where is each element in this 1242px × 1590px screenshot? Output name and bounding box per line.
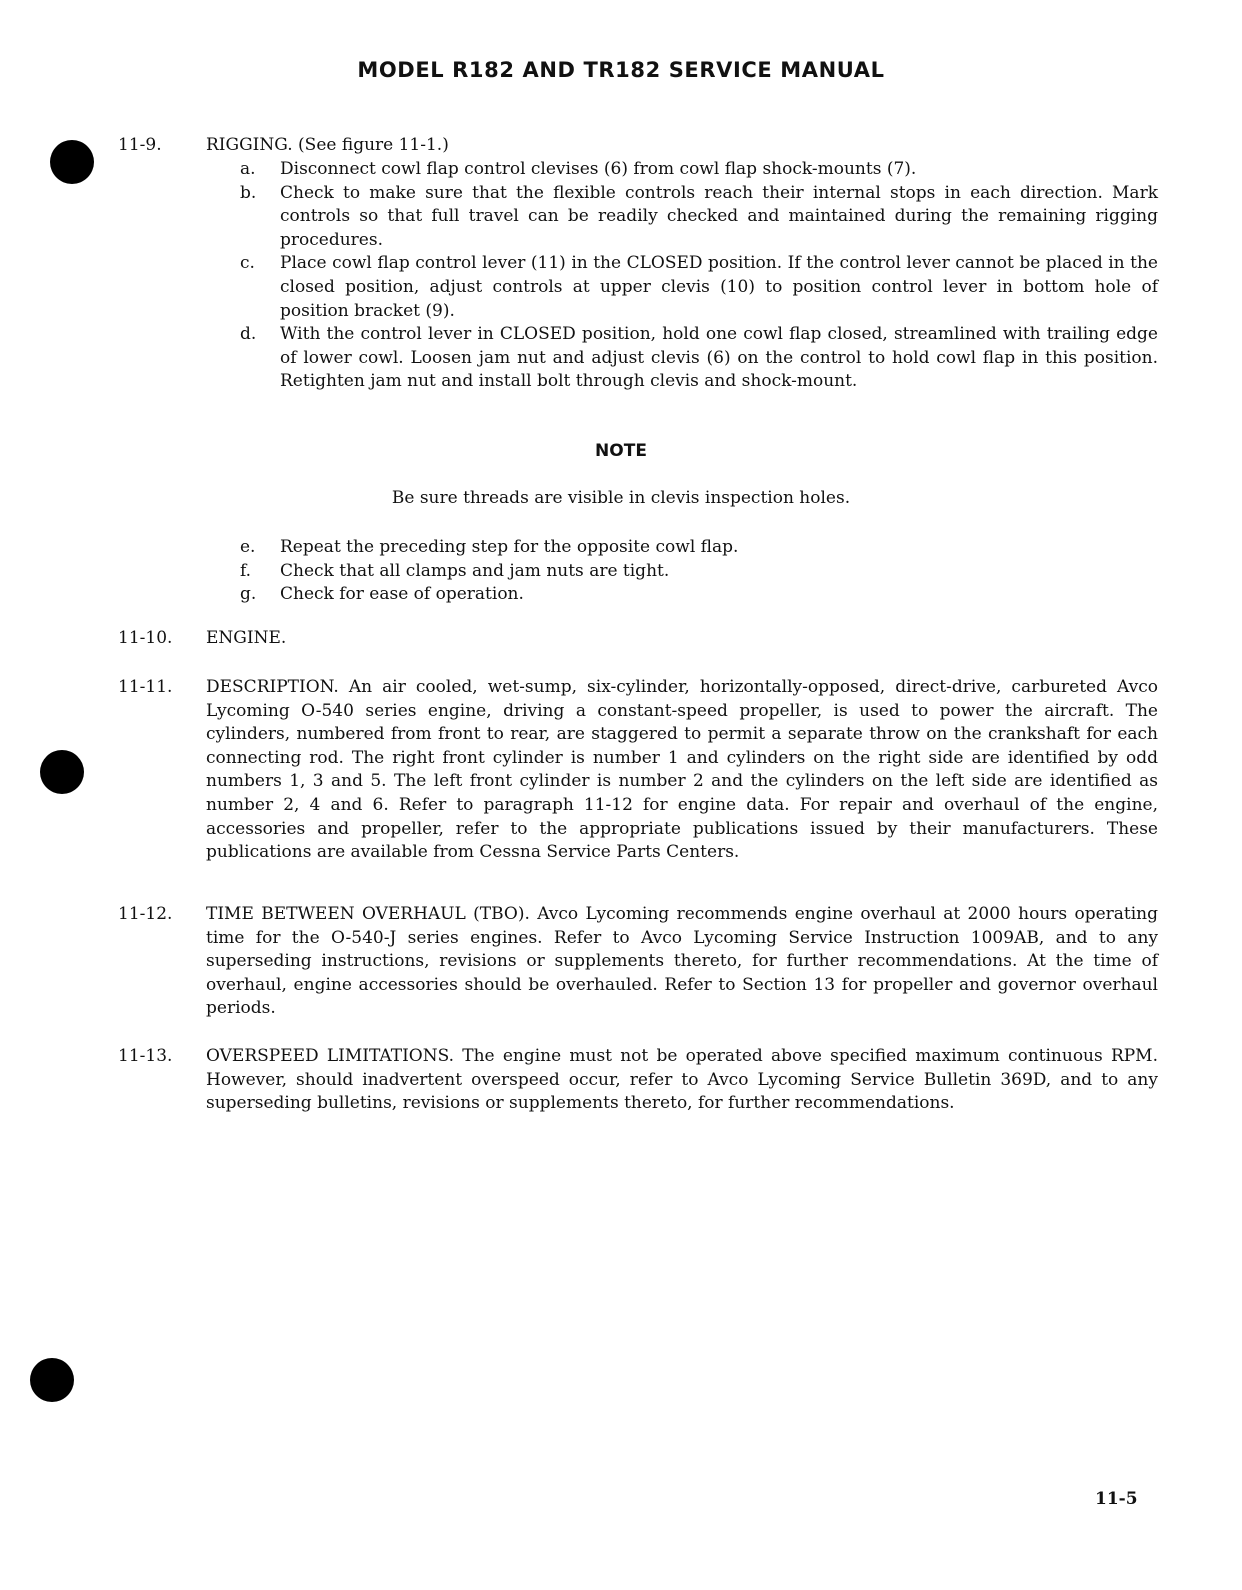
step-text: Repeat the preceding step for the opposite cowl flap. — [280, 537, 739, 557]
step-letter: g. — [240, 584, 257, 605]
paragraph-text: DESCRIPTION. An air cooled, wet-sump, six-cylinder, horizontally-opposed, direct-drive, carbureted Avco Lycoming O-540 series engine, driving a constant-speed propeller, is used to power the aircraft. The cylinders, numbered from front to rear, are staggered to permit a separate throw on the crankshaft for each connecting rod. The right front cylinder is number 1 and cylinders on the right side are identified by odd numbers 1, 3 and 5. The left front cylinder is number 2 and the cylinders on the left side are identified as number 2, 4 and 6. Refer to paragraph 11-12 for engine data. For repair and overhaul of the engine, accessories and propeller, refer to the appropriate publications issued by their manufacturers. These publications are available from Cessna Service Parts Centers. — [206, 677, 1158, 863]
paragraph-engine — [118, 627, 1158, 651]
step-text: Check to make sure that the flexible controls reach their internal stops in each direction. Mark controls so that full travel can be readily checked and maintained during the remaining rigging procedures. — [280, 182, 1158, 250]
paragraph-rigging — [118, 134, 1158, 158]
paragraph-number: 11-11. — [118, 677, 173, 697]
step-text: With the control lever in CLOSED position, hold one cowl flap closed, streamlined with trailing edge of lower cowl. Loosen jam nut and adjust clevis (6) on the control to hold cowl flap in this position. Retighten jam nut and install bolt through clevis and shock-mount. — [280, 324, 1158, 392]
step-letter: c. — [240, 253, 255, 274]
step-text: Check that all clamps and jam nuts are tight. — [280, 560, 670, 581]
step-letter: f. — [240, 560, 252, 581]
step-item — [240, 560, 1158, 584]
paragraph-text: TIME BETWEEN OVERHAUL (TBO). Avco Lycoming recommends engine overhaul at 2000 hours operating time for the O-540-J series engines. Refer to Avco Lycoming Service Instruction 1009AB, and to any superseding instructions, revisions or supplements thereto, for further recommendations. At the time of overhaul, engine accessories should be overhauled. Refer to Section 13 for propeller and governor overhaul periods. — [206, 904, 1158, 1019]
paragraph-title: RIGGING. (See figure 11-1.) — [206, 135, 449, 155]
step-item — [240, 536, 1158, 560]
paragraph-text: ENGINE. — [206, 628, 287, 648]
note-heading: NOTE — [595, 441, 647, 461]
paragraph-number: 11-10. — [118, 628, 173, 648]
step-item — [240, 252, 1158, 323]
paragraph-tbo — [118, 903, 1158, 1021]
step-text: Place cowl flap control lever (11) in the CLOSED position. If the control lever cannot be placed in the closed position, adjust controls at upper clevis (10) to position control lever in bottom hole of position bracket (9). — [280, 253, 1158, 321]
rigging-steps-before-note — [240, 158, 1158, 394]
step-text: Check for ease of operation. — [280, 584, 524, 605]
step-item — [240, 323, 1158, 394]
step-letter: b. — [240, 182, 257, 203]
step-item — [240, 583, 1158, 607]
paragraph-number: 11-13. — [118, 1046, 173, 1066]
step-letter: e. — [240, 537, 256, 557]
note-text: Be sure threads are visible in clevis inspection holes. — [391, 488, 851, 508]
paragraph-description — [118, 676, 1158, 865]
binder-hole-bottom — [30, 1358, 74, 1402]
paragraph-overspeed — [118, 1045, 1158, 1116]
step-text: Disconnect cowl flap control clevises (6) from cowl flap shock-mounts (7). — [280, 159, 917, 179]
paragraph-text: OVERSPEED LIMITATIONS. The engine must not be operated above specified maximum continuous RPM. However, should inadvertent overspeed occur, refer to Avco Lycoming Service Bulletin 369D, and to any superseding bulletins, revisions or supplements thereto, for further recommendations. — [206, 1046, 1158, 1114]
binder-hole-middle — [40, 750, 84, 794]
binder-hole-top — [50, 140, 94, 184]
step-item — [240, 158, 1158, 182]
paragraph-number: 11-12. — [118, 904, 173, 924]
page-number: 11-5 — [1095, 1489, 1138, 1509]
page-title: MODEL R182 AND TR182 SERVICE MANUAL — [357, 58, 885, 82]
rigging-steps-after-note — [240, 536, 1158, 607]
paragraph-number: 11-9. — [118, 135, 162, 155]
step-letter: d. — [240, 324, 257, 345]
step-item — [240, 182, 1158, 253]
step-letter: a. — [240, 159, 256, 179]
